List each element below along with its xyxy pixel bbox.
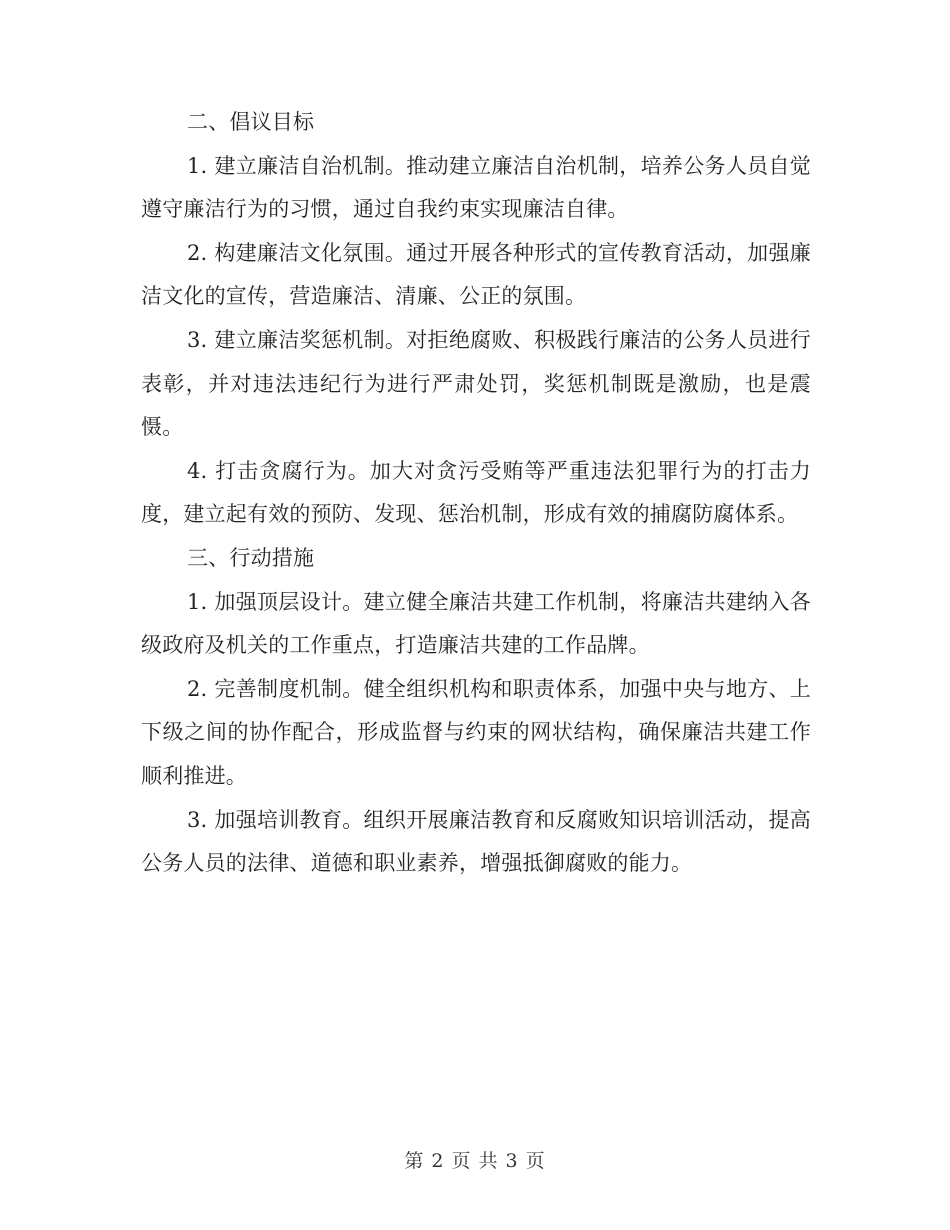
action-item-2: 2. 完善制度机制。健全组织机构和职责体系，加强中央与地方、上下级之间的协作配合，形成监督与约束的网状结构，确保廉洁共建工作顺利推进。 xyxy=(141,676,811,788)
goal-item-1: 1. 建立廉洁自治机制。推动建立廉洁自治机制，培养公务人员自觉遵守廉洁行为的习惯，通过自我约束实现廉洁自律。 xyxy=(141,153,811,222)
page-number-footer: 第 2 页 共 3 页 xyxy=(404,1150,546,1172)
document-body xyxy=(141,101,811,886)
action-item-3: 3. 加强培训教育。组织开展廉洁教育和反腐败知识培训活动，提高公务人员的法律、道德和职业素养，增强抵御腐败的能力。 xyxy=(141,807,811,876)
goal-item-2: 2. 构建廉洁文化氛围。通过开展各种形式的宣传教育活动，加强廉洁文化的宣传，营造廉洁、清廉、公正的氛围。 xyxy=(141,240,811,309)
goal-item-4: 4. 打击贪腐行为。加大对贪污受贿等严重违法犯罪行为的打击力度，建立起有效的预防、发现、惩治机制，形成有效的捕腐防腐体系。 xyxy=(141,458,811,527)
section-heading-actions: 三、行动措施 xyxy=(187,545,315,570)
goal-item-3: 3. 建立廉洁奖惩机制。对拒绝腐败、积极践行廉洁的公务人员进行表彰，并对违法违纪行为进行严肃处罚，奖惩机制既是激励，也是震慑。 xyxy=(141,327,811,440)
action-item-1: 1. 加强顶层设计。建立健全廉洁共建工作机制，将廉洁共建纳入各级政府及机关的工作重点，打造廉洁共建的工作品牌。 xyxy=(141,589,811,658)
section-heading-goals: 二、倡议目标 xyxy=(187,110,315,134)
